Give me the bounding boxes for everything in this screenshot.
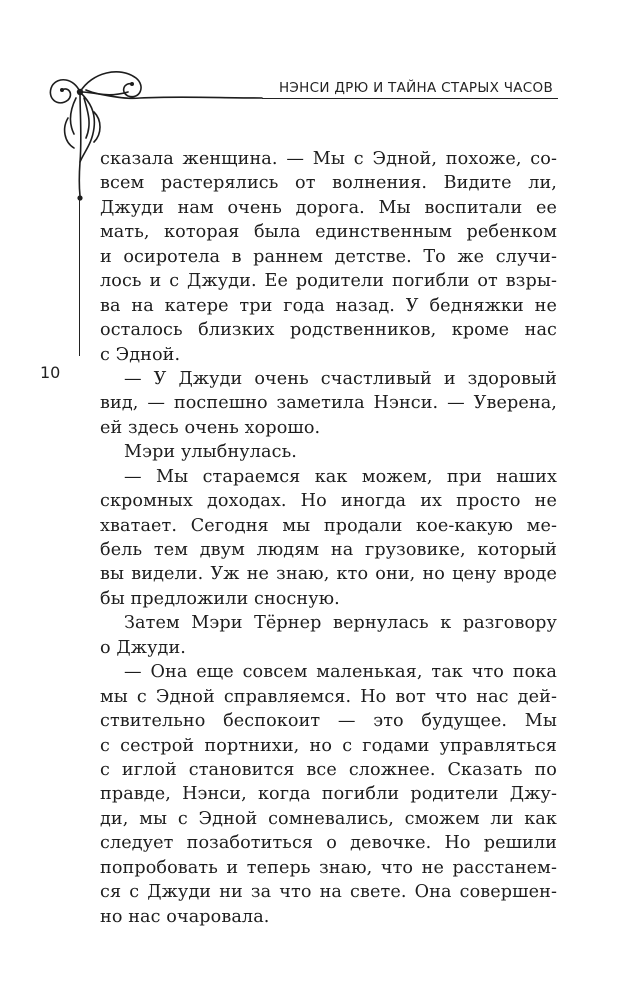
text-line: — Мы стараемся как можем, при наших bbox=[124, 466, 557, 487]
text-line: вид, — поспешно заметила Нэнси. — Уверена, bbox=[100, 393, 557, 414]
text-line: сказала женщина. — Мы с Эдной, похоже, со- bbox=[100, 149, 557, 169]
text-line: скромных доходах. Но иногда их просто не bbox=[100, 491, 557, 512]
paragraph bbox=[100, 147, 557, 367]
text-line: Затем Мэри Тёрнер вернулась к разговору bbox=[124, 613, 557, 634]
text-line: и осиротела в раннем детстве. То же случи- bbox=[100, 246, 557, 267]
text-line: ей здесь очень хорошо. bbox=[100, 417, 321, 438]
text-line: ди, мы с Эдной сомневались, сможем ли как bbox=[100, 808, 557, 829]
paragraph bbox=[100, 660, 557, 929]
text-line: правде, Нэнси, когда погибли родители Джу- bbox=[100, 784, 557, 805]
text-line: лось и с Джуди. Ее родители погибли от взры- bbox=[100, 271, 557, 292]
margin-rule bbox=[79, 196, 80, 356]
paragraph bbox=[100, 440, 557, 464]
text-line: вы видели. Уж не знаю, кто они, но цену вроде bbox=[100, 564, 557, 585]
page-number: 10 bbox=[40, 363, 61, 382]
text-line: ся с Джуди ни за что на свете. Она совершен- bbox=[100, 882, 557, 903]
body-text bbox=[100, 147, 557, 929]
text-line: осталось близких родственников, кроме нас bbox=[100, 320, 557, 341]
text-line: бы предложили сносную. bbox=[100, 588, 340, 609]
text-line: мы с Эдной справляемся. Но вот что нас дей- bbox=[100, 686, 557, 707]
text-line: следует позаботиться о девочке. Но решили bbox=[100, 833, 557, 854]
text-line: всем растерялись от волнения. Видите ли, bbox=[100, 173, 557, 194]
text-line: с иглой становится все сложнее. Сказать по bbox=[100, 759, 557, 780]
paragraph bbox=[100, 465, 557, 612]
text-line: ствительно беспокоит — это будущее. Мы bbox=[100, 711, 557, 732]
running-head: НЭНСИ ДРЮ И ТАЙНА СТАРЫХ ЧАСОВ bbox=[278, 80, 554, 96]
text-line: о Джуди. bbox=[100, 637, 186, 658]
text-line: с Эдной. bbox=[100, 344, 181, 365]
text-line: Мэри улыбнулась. bbox=[124, 442, 297, 463]
text-line: но нас очаровала. bbox=[100, 906, 270, 927]
text-line: ва на катере три года назад. У бедняжки не bbox=[100, 295, 557, 316]
text-line: — Она еще совсем маленькая, так что пока bbox=[124, 662, 557, 683]
text-line: Джуди нам очень дорога. Мы воспитали ее bbox=[100, 197, 557, 218]
text-line: попробовать и теперь знаю, что не расстанем- bbox=[100, 857, 557, 878]
paragraph bbox=[100, 611, 557, 660]
paragraph bbox=[100, 367, 557, 440]
text-line: хватает. Сегодня мы продали кое-какую ме- bbox=[100, 515, 557, 536]
header-rule bbox=[262, 98, 558, 99]
text-line: бель тем двум людям на грузовике, который bbox=[100, 540, 557, 560]
text-line: с сестрой портнихи, но с годами управляться bbox=[100, 735, 557, 756]
text-line: — У Джуди очень счастливый и здоровый bbox=[124, 368, 557, 389]
text-line: мать, которая была единственным ребенком bbox=[100, 222, 557, 243]
